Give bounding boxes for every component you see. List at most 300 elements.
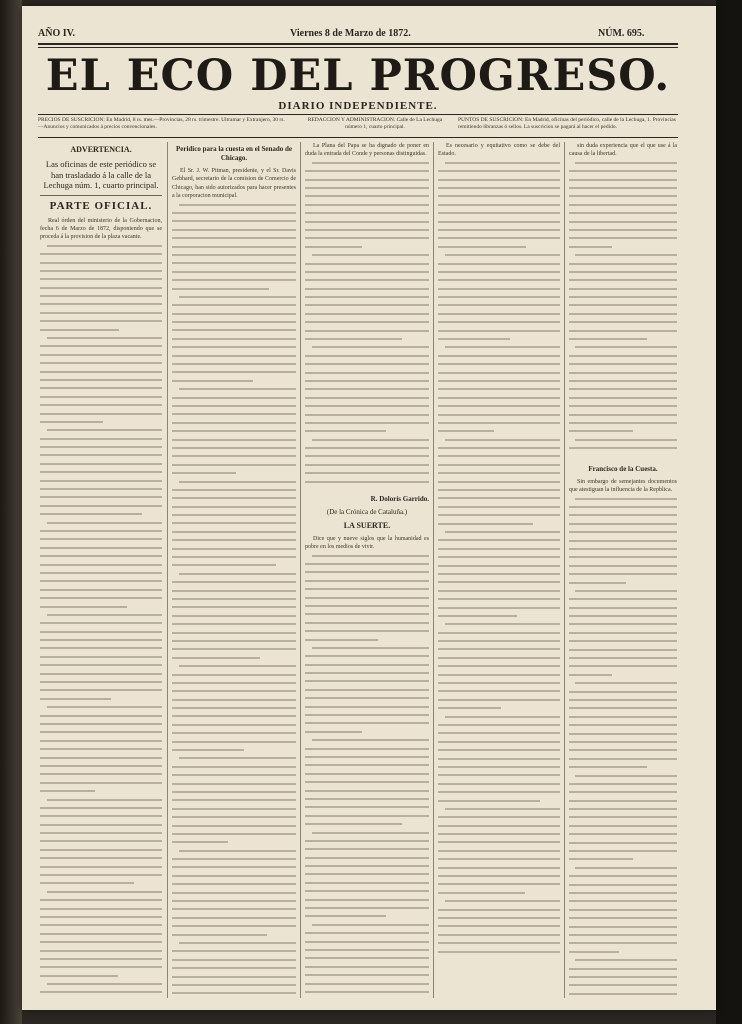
text-line bbox=[305, 246, 362, 248]
text-line bbox=[172, 246, 296, 248]
text-line bbox=[569, 170, 677, 172]
text-line bbox=[569, 993, 677, 995]
text-line bbox=[179, 942, 296, 944]
text-line bbox=[569, 355, 677, 357]
subscription-points: PUNTOS DE SUSCRICION: En Madrid, oficinas del periódico, calle de la Lechuga, 1. Provincias remitiendo libranzas ó sellos. La suscricion se pagará al hacer el pedido. bbox=[458, 117, 676, 130]
text-line bbox=[179, 850, 296, 852]
text-line bbox=[569, 237, 677, 239]
text-line bbox=[40, 413, 162, 415]
text-line bbox=[172, 841, 228, 843]
text-line bbox=[438, 791, 560, 793]
text-line bbox=[172, 925, 296, 927]
text-line bbox=[569, 917, 677, 919]
text-line bbox=[569, 607, 677, 609]
info-rule-bottom bbox=[38, 137, 678, 138]
text-line bbox=[438, 422, 560, 424]
text-line bbox=[305, 313, 429, 315]
text-line bbox=[305, 571, 429, 573]
text-line bbox=[305, 263, 429, 265]
text-line bbox=[438, 682, 560, 684]
text-line bbox=[569, 909, 677, 911]
text-line bbox=[305, 330, 429, 332]
text-line bbox=[305, 422, 429, 424]
text-line bbox=[305, 655, 429, 657]
text-line bbox=[569, 380, 677, 382]
text-line bbox=[47, 706, 162, 708]
text-line bbox=[569, 430, 633, 432]
text-line bbox=[438, 481, 560, 483]
text-line bbox=[40, 874, 162, 876]
text-line bbox=[172, 262, 296, 264]
text-line bbox=[305, 630, 429, 632]
text-line bbox=[569, 179, 677, 181]
text-line bbox=[305, 237, 429, 239]
text-block bbox=[40, 245, 162, 998]
text-line bbox=[438, 514, 560, 516]
text-line bbox=[172, 799, 296, 801]
text-line bbox=[569, 783, 677, 785]
text-line bbox=[569, 900, 677, 902]
text-line bbox=[305, 187, 429, 189]
text-line bbox=[575, 682, 677, 684]
text-line bbox=[305, 464, 429, 466]
text-line bbox=[40, 606, 127, 608]
text-line bbox=[305, 798, 429, 800]
masthead-subtitle: DIARIO INDEPENDIENTE. bbox=[278, 100, 438, 112]
article-paragraph: Real órden del ministerio de la Gobernacion, fecha 6 de Marzo de 1872, disponiendo que se proceda á la provision de la plaza vacante. bbox=[40, 217, 162, 241]
text-line bbox=[40, 740, 162, 742]
text-line bbox=[569, 414, 677, 416]
text-line bbox=[438, 875, 560, 877]
text-line bbox=[438, 279, 560, 281]
text-line bbox=[438, 883, 560, 885]
text-line bbox=[438, 263, 560, 265]
text-line bbox=[569, 858, 633, 860]
text-line bbox=[40, 589, 162, 591]
text-line bbox=[575, 867, 677, 869]
text-line bbox=[172, 254, 296, 256]
text-line bbox=[172, 934, 267, 936]
text-line bbox=[305, 966, 429, 968]
text-line bbox=[438, 925, 560, 927]
column-5 bbox=[569, 142, 677, 998]
text-line bbox=[305, 170, 429, 172]
text-line bbox=[40, 950, 162, 952]
text-line bbox=[569, 691, 677, 693]
text-line bbox=[40, 673, 162, 675]
subscription-prices: PRECIOS DE SUSCRICION: En Madrid, 8 rs. mes.—Provincias, 28 rs. trimestre. Ultramar y Extranjero, 30 rs.—Anuncios y comunicados á precios convencionales. bbox=[38, 117, 285, 130]
text-line bbox=[40, 757, 162, 759]
text-line bbox=[172, 321, 296, 323]
text-line bbox=[305, 622, 429, 624]
text-line bbox=[179, 204, 296, 206]
text-line bbox=[438, 934, 560, 936]
text-line bbox=[40, 454, 162, 456]
text-line bbox=[172, 766, 296, 768]
header-line bbox=[38, 28, 678, 42]
text-line bbox=[172, 883, 296, 885]
text-line bbox=[305, 472, 429, 474]
text-line bbox=[305, 781, 429, 783]
text-line bbox=[305, 815, 429, 817]
text-line bbox=[40, 975, 118, 977]
text-line bbox=[40, 295, 162, 297]
text-line bbox=[40, 371, 162, 373]
text-line bbox=[438, 556, 560, 558]
text-line bbox=[172, 472, 236, 474]
text-line bbox=[305, 455, 429, 457]
text-line bbox=[569, 531, 677, 533]
text-line bbox=[47, 799, 162, 801]
text-line bbox=[172, 313, 296, 315]
article-paragraph: sin duda experiencia que el que use á la causa de la libertad. bbox=[569, 143, 677, 158]
text-line bbox=[40, 262, 162, 264]
text-line bbox=[569, 632, 677, 634]
text-line bbox=[438, 363, 560, 365]
text-line bbox=[305, 731, 362, 733]
top-rule-thin bbox=[38, 47, 678, 48]
text-line bbox=[438, 380, 560, 382]
text-line bbox=[305, 447, 429, 449]
article-source: (De la Crónica de Cataluña.) bbox=[326, 507, 408, 516]
text-line bbox=[445, 716, 560, 718]
article-paragraph: El Sr. J. W. Pitman, presidente, y el Sr. Davis Gebhard, secretario de la comision de Comercio de Chicago, han sido autorizados para hacer presentes a la corporacion municipal. bbox=[172, 168, 296, 200]
text-line bbox=[172, 950, 296, 952]
text-line bbox=[40, 530, 162, 532]
text-line bbox=[569, 816, 677, 818]
text-line bbox=[305, 722, 429, 724]
text-line bbox=[40, 689, 162, 691]
text-line bbox=[172, 959, 296, 961]
text-line bbox=[438, 825, 560, 827]
text-line bbox=[172, 741, 296, 743]
text-line bbox=[312, 647, 429, 649]
text-line bbox=[438, 195, 560, 197]
text-line bbox=[575, 254, 677, 256]
text-line bbox=[569, 565, 677, 567]
text-line bbox=[172, 220, 296, 222]
text-line bbox=[179, 665, 296, 667]
text-line bbox=[305, 430, 386, 432]
text-line bbox=[438, 506, 560, 508]
text-line bbox=[172, 825, 296, 827]
text-line bbox=[172, 548, 296, 550]
text-line bbox=[172, 397, 296, 399]
text-line bbox=[438, 187, 560, 189]
text-line bbox=[438, 397, 560, 399]
text-line bbox=[40, 270, 162, 272]
text-line bbox=[40, 631, 162, 633]
text-line bbox=[438, 951, 560, 953]
text-line bbox=[569, 321, 677, 323]
text-line bbox=[438, 229, 560, 231]
text-line bbox=[438, 800, 540, 802]
text-line bbox=[172, 657, 260, 659]
text-line bbox=[40, 287, 162, 289]
text-line bbox=[569, 758, 677, 760]
text-line bbox=[40, 622, 162, 624]
text-line bbox=[575, 162, 677, 164]
text-line bbox=[47, 983, 162, 985]
text-line bbox=[172, 682, 296, 684]
text-line bbox=[172, 539, 296, 541]
text-line bbox=[569, 506, 677, 508]
text-line bbox=[172, 581, 296, 583]
text-line bbox=[47, 614, 162, 616]
text-line bbox=[438, 850, 560, 852]
text-line bbox=[172, 808, 296, 810]
text-line bbox=[445, 439, 560, 441]
text-line bbox=[40, 421, 103, 423]
text-line bbox=[172, 967, 296, 969]
text-line bbox=[40, 840, 162, 842]
text-line bbox=[172, 598, 296, 600]
text-line bbox=[569, 263, 677, 265]
text-line bbox=[445, 623, 560, 625]
text-line bbox=[569, 800, 677, 802]
text-line bbox=[172, 237, 296, 239]
text-line bbox=[569, 968, 677, 970]
text-line bbox=[172, 506, 296, 508]
text-line bbox=[569, 716, 677, 718]
text-line bbox=[312, 254, 429, 256]
text-line bbox=[40, 790, 95, 792]
text-line bbox=[575, 498, 677, 500]
article-signature: Francisco de la Cuesta. bbox=[588, 464, 658, 473]
text-line bbox=[312, 346, 429, 348]
text-line bbox=[438, 179, 560, 181]
text-line bbox=[172, 632, 296, 634]
text-line bbox=[172, 514, 296, 516]
text-block bbox=[172, 204, 296, 998]
text-line bbox=[438, 472, 560, 474]
text-line bbox=[40, 555, 162, 557]
text-line bbox=[172, 338, 296, 340]
text-line bbox=[575, 959, 677, 961]
column-4 bbox=[438, 142, 560, 998]
text-line bbox=[569, 229, 677, 231]
text-line bbox=[305, 380, 429, 382]
text-line bbox=[172, 623, 296, 625]
text-line bbox=[569, 514, 677, 516]
text-line bbox=[438, 296, 560, 298]
text-line bbox=[569, 195, 677, 197]
column-divider bbox=[433, 142, 434, 998]
text-line bbox=[305, 890, 429, 892]
text-line bbox=[438, 707, 501, 709]
text-line bbox=[40, 647, 162, 649]
text-line bbox=[438, 816, 560, 818]
text-line bbox=[305, 639, 378, 641]
text-line bbox=[438, 732, 560, 734]
book-spine bbox=[0, 0, 22, 1024]
text-line bbox=[312, 739, 429, 741]
text-line bbox=[438, 447, 560, 449]
text-line bbox=[305, 288, 429, 290]
text-line bbox=[569, 296, 677, 298]
text-line bbox=[305, 563, 429, 565]
text-line bbox=[179, 388, 296, 390]
text-line bbox=[40, 924, 162, 926]
text-line bbox=[172, 346, 296, 348]
text-line bbox=[40, 765, 162, 767]
text-line bbox=[438, 598, 560, 600]
article-paragraph: Dice que y nueve siglos que la humanidad es pobre en los medios de vivir. bbox=[305, 535, 429, 551]
article-paragraph: La Plana del Papa se ha dignado de poner en duda la entrada del Conde y personas distinguidas. bbox=[305, 143, 429, 158]
text-line bbox=[305, 271, 429, 273]
text-line bbox=[40, 639, 162, 641]
text-line bbox=[172, 615, 296, 617]
text-line bbox=[40, 882, 134, 884]
text-line bbox=[40, 396, 162, 398]
text-line bbox=[172, 866, 296, 868]
text-line bbox=[40, 916, 162, 918]
text-line bbox=[438, 573, 560, 575]
text-line bbox=[445, 162, 560, 164]
text-line bbox=[569, 875, 677, 877]
text-line bbox=[305, 907, 429, 909]
text-block bbox=[438, 162, 560, 962]
text-line bbox=[438, 841, 560, 843]
text-line bbox=[569, 665, 677, 667]
text-line bbox=[438, 246, 526, 248]
text-line bbox=[40, 564, 162, 566]
text-line bbox=[305, 840, 429, 842]
text-line bbox=[172, 783, 296, 785]
text-line bbox=[438, 640, 560, 642]
text-line bbox=[438, 338, 510, 340]
text-line bbox=[179, 296, 296, 298]
text-line bbox=[40, 580, 162, 582]
text-line bbox=[569, 212, 677, 214]
text-line bbox=[47, 429, 162, 431]
divider bbox=[40, 195, 162, 196]
text-line bbox=[40, 572, 162, 574]
text-line bbox=[445, 346, 560, 348]
text-line bbox=[445, 531, 560, 533]
advertencia-notice: Las oficinas de este periódico se han trasladado á la calle de la Lechuga núm. 1, cuarto principal. bbox=[43, 159, 159, 190]
text-line bbox=[40, 597, 162, 599]
text-line bbox=[569, 699, 677, 701]
text-line bbox=[172, 279, 296, 281]
text-line bbox=[305, 983, 429, 985]
text-line bbox=[172, 908, 296, 910]
text-line bbox=[305, 588, 429, 590]
text-line bbox=[569, 288, 677, 290]
text-line bbox=[172, 556, 296, 558]
text-line bbox=[305, 714, 429, 716]
text-line bbox=[305, 372, 429, 374]
text-line bbox=[305, 857, 429, 859]
text-line bbox=[569, 397, 677, 399]
text-line bbox=[40, 899, 162, 901]
scan-background bbox=[716, 0, 742, 1024]
column-1 bbox=[40, 142, 162, 998]
text-line bbox=[172, 422, 296, 424]
text-line bbox=[438, 741, 560, 743]
text-line bbox=[305, 790, 429, 792]
text-line bbox=[575, 439, 677, 441]
text-line bbox=[305, 991, 429, 993]
text-line bbox=[305, 338, 402, 340]
text-line bbox=[172, 833, 296, 835]
text-line bbox=[305, 296, 429, 298]
text-line bbox=[40, 715, 162, 717]
text-line bbox=[305, 899, 429, 901]
text-line bbox=[172, 724, 296, 726]
text-line bbox=[569, 615, 677, 617]
text-line bbox=[40, 404, 162, 406]
text-line bbox=[438, 355, 560, 357]
text-line bbox=[305, 672, 429, 674]
text-line bbox=[438, 607, 560, 609]
text-line bbox=[305, 756, 429, 758]
text-line bbox=[438, 674, 560, 676]
text-line bbox=[40, 941, 162, 943]
text-line bbox=[305, 363, 429, 365]
text-line bbox=[569, 523, 677, 525]
text-line bbox=[40, 379, 162, 381]
text-line bbox=[172, 464, 296, 466]
text-line bbox=[172, 917, 296, 919]
text-line bbox=[569, 926, 677, 928]
text-line bbox=[438, 455, 560, 457]
text-line bbox=[172, 522, 296, 524]
text-line bbox=[172, 497, 296, 499]
text-line bbox=[438, 758, 560, 760]
text-line bbox=[172, 715, 296, 717]
text-line bbox=[40, 538, 162, 540]
text-line bbox=[40, 513, 142, 515]
text-line bbox=[40, 463, 162, 465]
text-line bbox=[40, 329, 119, 331]
text-line bbox=[438, 615, 517, 617]
text-line bbox=[172, 707, 296, 709]
text-line bbox=[40, 656, 162, 658]
text-line bbox=[172, 288, 269, 290]
text-line bbox=[179, 757, 296, 759]
text-line bbox=[305, 279, 429, 281]
text-line bbox=[569, 304, 677, 306]
text-line bbox=[569, 833, 677, 835]
text-line bbox=[438, 867, 560, 869]
text-line bbox=[172, 732, 296, 734]
text-line bbox=[438, 749, 560, 751]
text-line bbox=[305, 915, 386, 917]
text-line bbox=[569, 246, 612, 248]
text-line bbox=[305, 882, 429, 884]
text-line bbox=[569, 204, 677, 206]
text-line bbox=[40, 438, 162, 440]
text-line bbox=[305, 414, 429, 416]
text-line bbox=[305, 806, 429, 808]
text-line bbox=[172, 371, 296, 373]
text-line bbox=[40, 824, 162, 826]
text-line bbox=[172, 875, 296, 877]
text-line bbox=[569, 372, 677, 374]
text-line bbox=[47, 522, 162, 524]
text-line bbox=[438, 204, 560, 206]
text-line bbox=[40, 933, 162, 935]
text-line bbox=[438, 565, 560, 567]
text-line bbox=[569, 749, 677, 751]
text-line bbox=[40, 547, 162, 549]
text-line bbox=[172, 674, 296, 676]
text-line bbox=[172, 489, 296, 491]
text-block bbox=[305, 555, 429, 998]
text-line bbox=[172, 640, 296, 642]
text-line bbox=[172, 976, 296, 978]
